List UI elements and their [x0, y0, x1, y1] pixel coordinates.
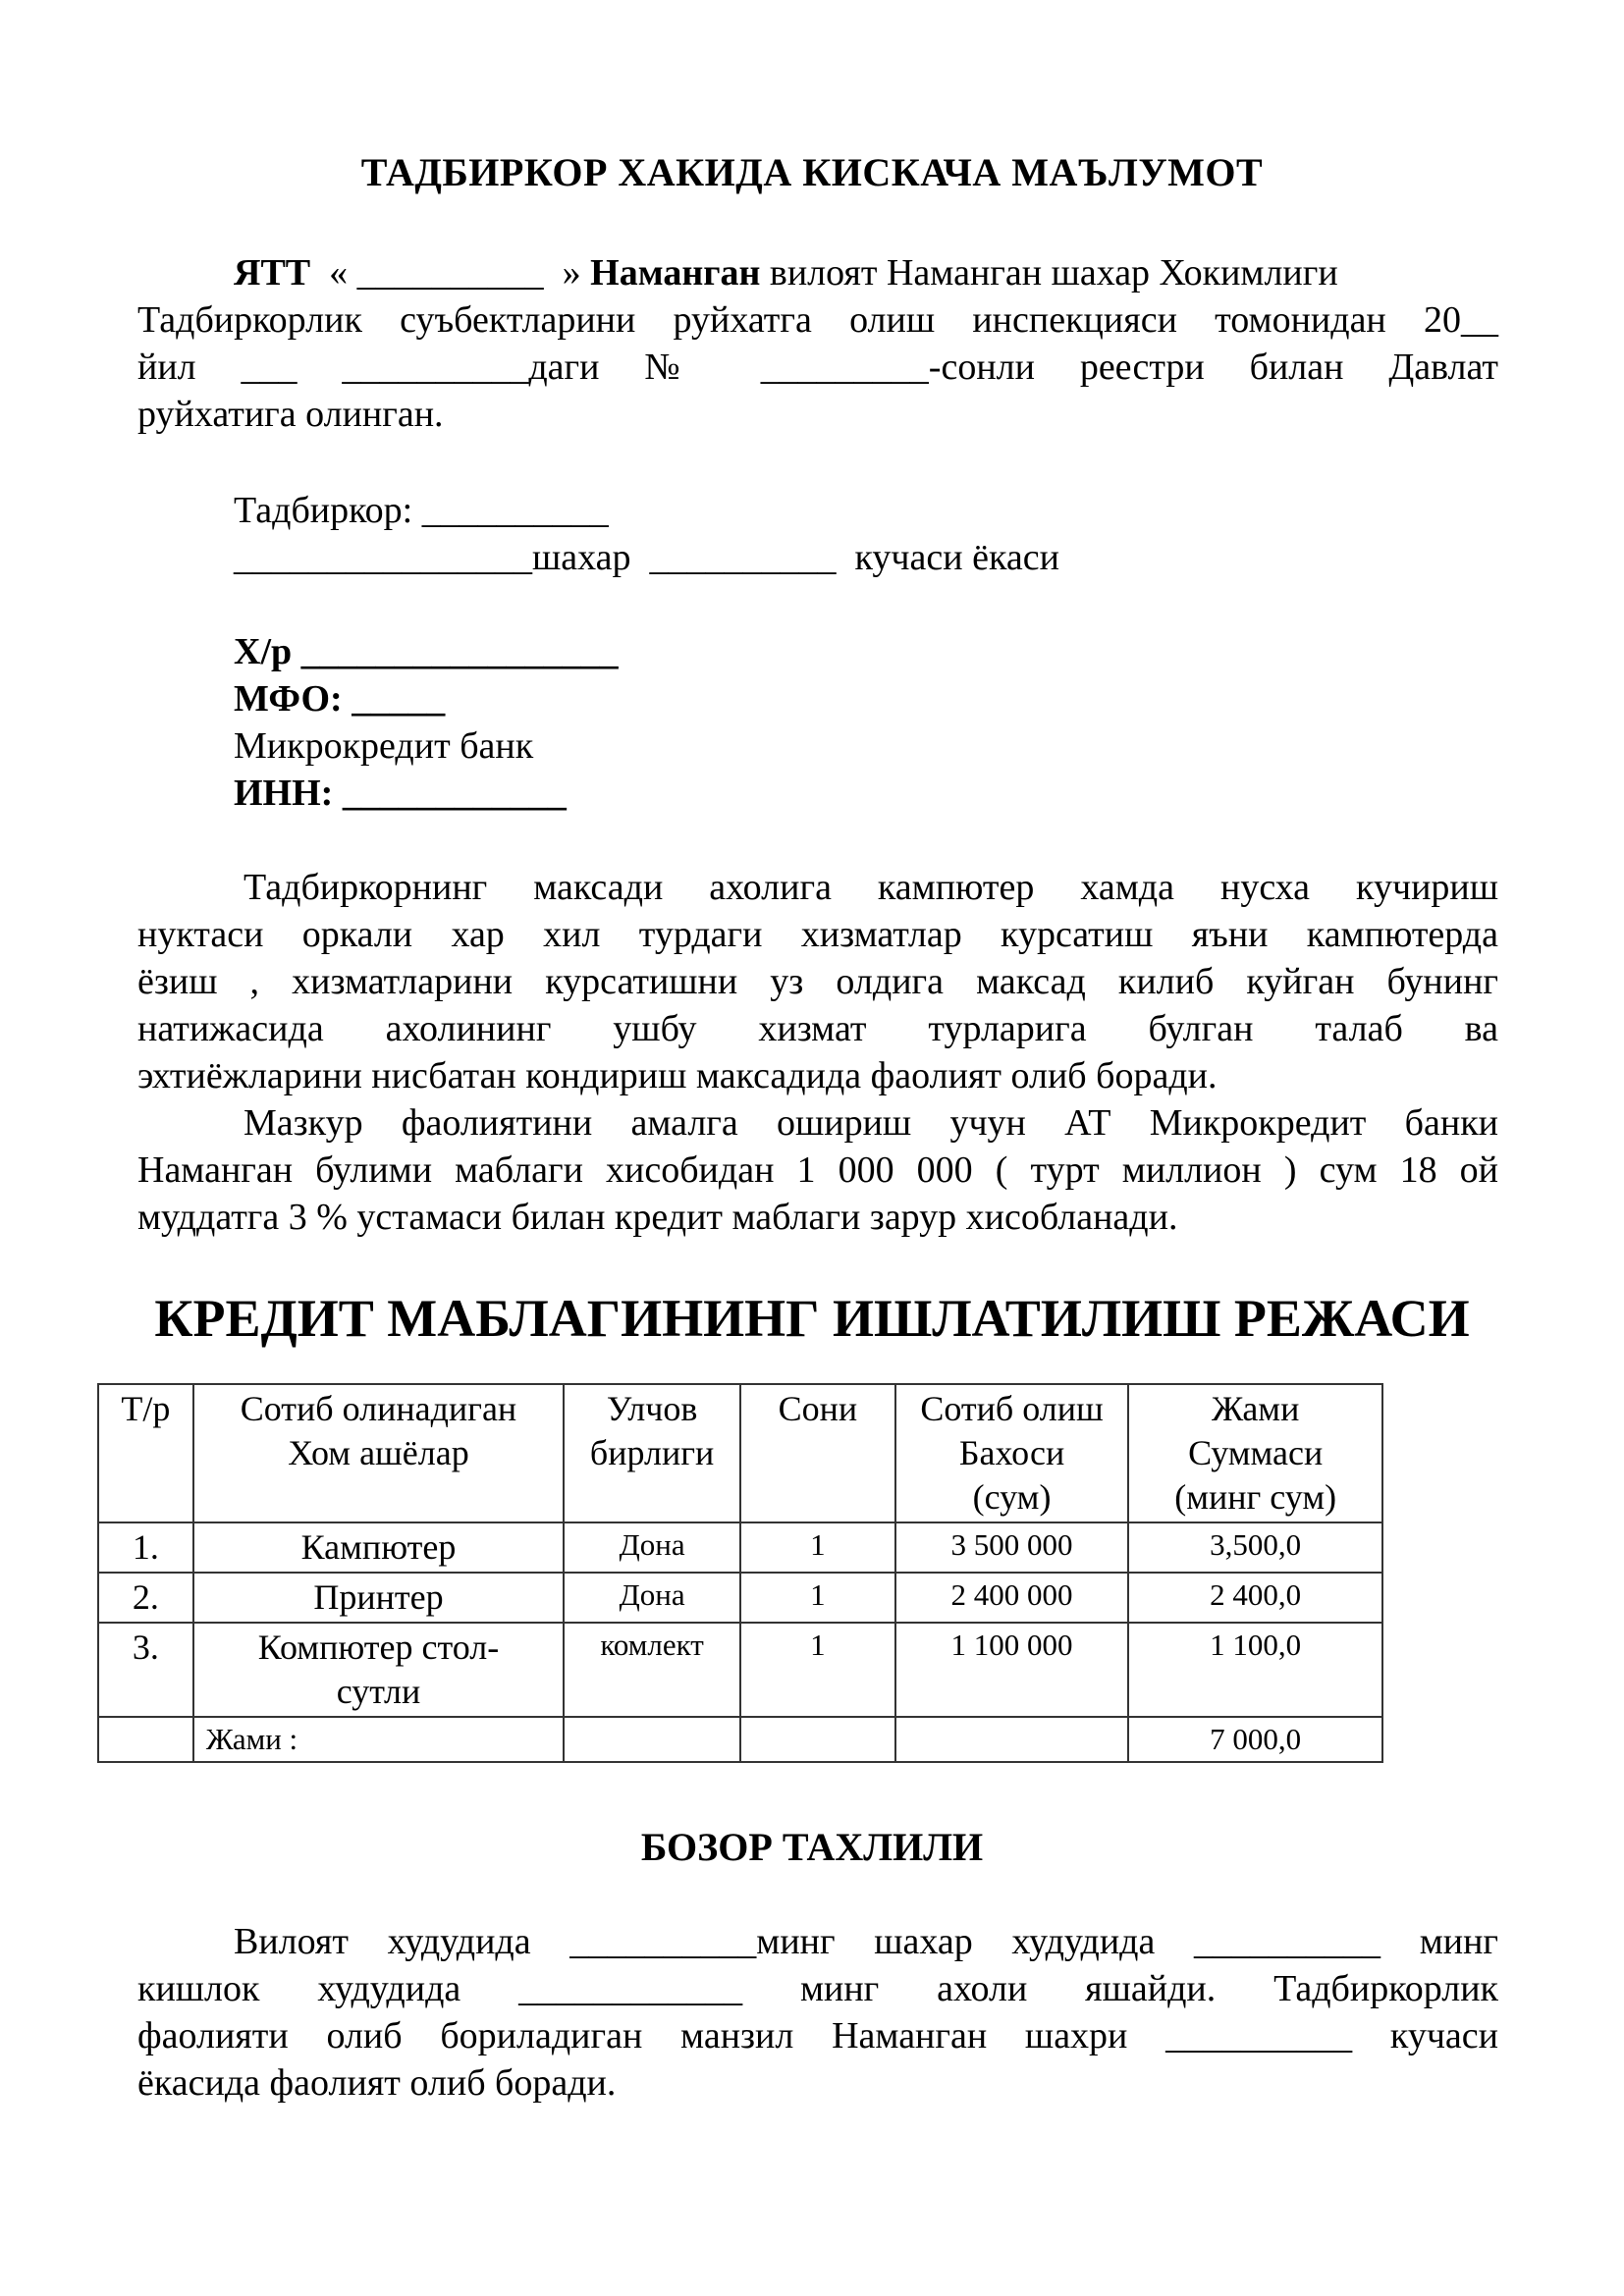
- row-price: 2 400 000: [895, 1573, 1129, 1623]
- mfo-blank: _____: [352, 678, 446, 720]
- sum-empty-qty: [740, 1717, 895, 1762]
- row-qty: 1: [740, 1522, 895, 1573]
- row-item: Принтер: [193, 1573, 564, 1623]
- credit-table: [97, 1383, 1383, 1763]
- sum-empty-unit: [564, 1717, 740, 1762]
- registration-line-4: руйхатига олинган.: [137, 394, 444, 435]
- row-item: Компютер стол- сутли: [193, 1623, 564, 1717]
- account-blank: _________________: [300, 631, 619, 672]
- row-price: 3 500 000: [895, 1522, 1129, 1573]
- purpose-line-8: муддатга 3 % устамаси билан кредит маблаги зарур хисобланади.: [137, 1197, 1178, 1238]
- purpose-line-2: нуктаси оркали хар хил турдаги хизматлар курсатиш яъни кампютерда: [137, 914, 1498, 955]
- row-qty: 1: [740, 1623, 895, 1717]
- name-blank: __________: [356, 252, 544, 294]
- row-item: Кампютер: [193, 1522, 564, 1573]
- row-unit: Дона: [564, 1573, 740, 1623]
- row-total: 1 100,0: [1128, 1623, 1382, 1717]
- market-line-1: Вилоят худудида __________минг шахар худудида __________ минг: [234, 1921, 1498, 1962]
- row-no: 1.: [98, 1522, 193, 1573]
- registration-line-3: йил ___ __________даги № _________-сонли реестри билан Давлат: [137, 347, 1498, 388]
- table-row: [98, 1623, 1382, 1717]
- row-total: 3,500,0: [1128, 1522, 1382, 1573]
- account-label: Х/р: [234, 631, 293, 672]
- inn-line: [234, 770, 567, 817]
- document-title: ТАДБИРКОР ХАКИДА КИСКАЧА МАЪЛУМОТ: [360, 150, 1264, 194]
- close-quote: »: [562, 252, 581, 294]
- header-qty: Сони: [740, 1384, 895, 1522]
- registration-line-2: Тадбиркорлик суъбектларини руйхатга олиш инспекцияси томонидан 20__: [137, 299, 1498, 341]
- sum-label: Жами :: [193, 1717, 564, 1762]
- mfo-line: [234, 675, 445, 722]
- market-line-3: фаолияти олиб бориладиган манзил Наманган шахри __________ кучаси: [137, 2015, 1498, 2056]
- sum-total: 7 000,0: [1128, 1717, 1382, 1762]
- purpose-line-7: Наманган булими маблаги хисобидан 1 000 000 ( турт миллион ) сум 18 ой: [137, 1149, 1498, 1191]
- inn-blank: ____________: [342, 773, 567, 814]
- sum-empty-price: [895, 1717, 1129, 1762]
- region-name: Наманган: [590, 252, 761, 294]
- plan-title: КРЕДИТ МАБЛАГИНИНГ ИШЛАТИЛИШ РЕЖАСИ: [154, 1289, 1470, 1348]
- account-line: [234, 628, 619, 675]
- entrepreneur-label: Тадбиркор: __________: [234, 490, 609, 531]
- purpose-line-4: натижасида ахолининг ушбу хизмат турларига булган талаб ва: [137, 1008, 1498, 1049]
- purpose-line-6: Мазкур фаолиятини амалга ошириш учун АТ Микрокредит банки: [244, 1102, 1498, 1144]
- sum-empty-no: [98, 1717, 193, 1762]
- row-qty: 1: [740, 1573, 895, 1623]
- header-item: Сотиб олинадиган Хом ашёлар: [193, 1384, 564, 1522]
- table-row: [98, 1573, 1382, 1623]
- registration-line-1-rest: вилоят Наманган шахар Хокимлиги: [769, 252, 1338, 294]
- row-total: 2 400,0: [1128, 1573, 1382, 1623]
- header-no: Т/р: [98, 1384, 193, 1522]
- mfo-label: МФО:: [234, 678, 343, 720]
- table-sum-row: [98, 1717, 1382, 1762]
- bank-name: Микрокредит банк: [234, 725, 534, 767]
- header-total: Жами Суммаси (минг сум): [1128, 1384, 1382, 1522]
- market-line-2: кишлок худудида ____________ минг ахоли яшайди. Тадбиркорлик: [137, 1968, 1498, 2009]
- registration-line-1: [234, 249, 1338, 296]
- row-no: 2.: [98, 1573, 193, 1623]
- row-unit: комлект: [564, 1623, 740, 1717]
- ytt-label: ЯТТ: [234, 252, 311, 294]
- header-price: Сотиб олиш Бахоси (сум): [895, 1384, 1129, 1522]
- inn-label: ИНН:: [234, 773, 334, 814]
- row-no: 3.: [98, 1623, 193, 1717]
- open-quote: «: [329, 252, 349, 294]
- market-line-4: ёкасида фаолият олиб боради.: [137, 2062, 617, 2104]
- row-price: 1 100 000: [895, 1623, 1129, 1717]
- header-unit: Улчов бирлиги: [564, 1384, 740, 1522]
- row-unit: Дона: [564, 1522, 740, 1573]
- entrepreneur-address: ________________шахар __________ кучаси ёкаси: [234, 537, 1059, 578]
- purpose-line-3: ёзиш , хизматларини курсатишни уз олдига максад килиб куйган бунинг: [137, 961, 1498, 1002]
- table-header-row: [98, 1384, 1382, 1522]
- purpose-line-5: эхтиёжларини нисбатан кондириш максадида фаолият олиб боради.: [137, 1055, 1218, 1096]
- market-title: БОЗОР ТАХЛИЛИ: [640, 1825, 984, 1869]
- purpose-line-1: Тадбиркорнинг максади ахолига кампютер хамда нусха кучириш: [244, 867, 1498, 908]
- table-row: [98, 1522, 1382, 1573]
